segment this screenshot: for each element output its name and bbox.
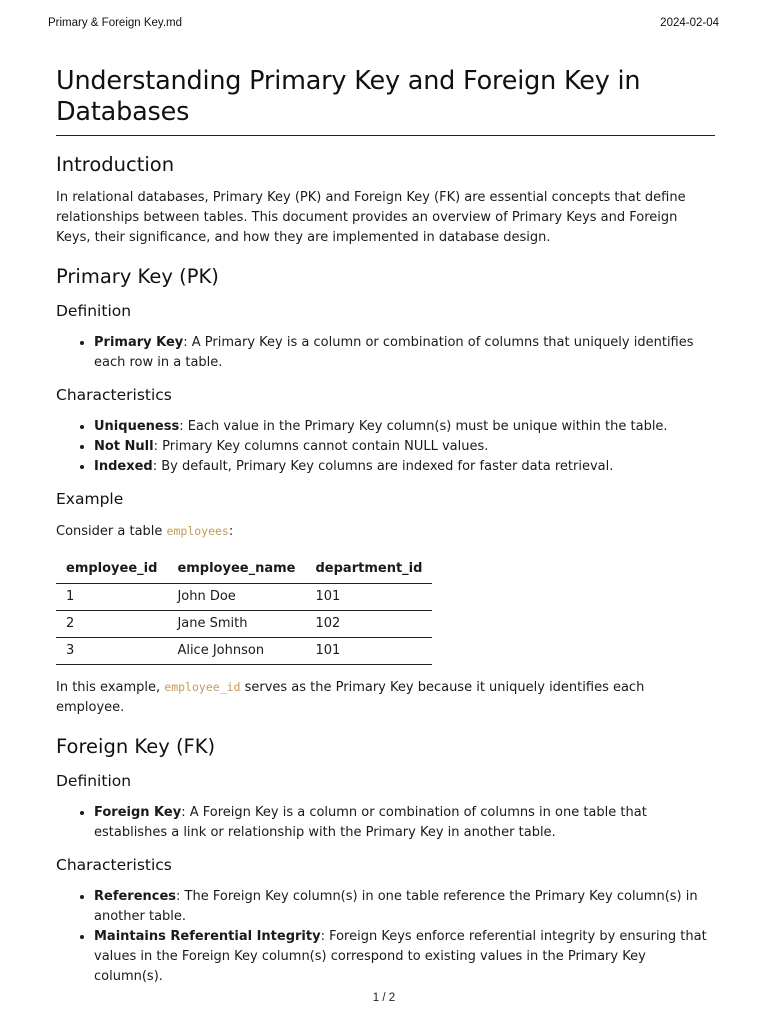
document-body: [56, 66, 715, 999]
list-item: [94, 803, 715, 843]
table-cell: 101: [306, 584, 433, 611]
table-row: [56, 611, 432, 638]
term-description: : A Foreign Key is a column or combination of columns in one table that establishes a link or relationship with the Primary Key in another table.: [94, 805, 647, 840]
column-header: employee_name: [167, 556, 305, 584]
term: Not Null: [94, 439, 154, 454]
list-item: [94, 333, 715, 373]
list-item: [94, 417, 715, 437]
table-cell: John Doe: [167, 584, 305, 611]
table-cell: 1: [56, 584, 167, 611]
table-cell: 3: [56, 638, 167, 665]
term-description: : Foreign Keys enforce referential integrity by ensuring that values in the Foreign Key column(s) correspond to existing values in the Primary Key column(s).: [94, 929, 707, 984]
employees-table: [56, 556, 432, 665]
term: Primary Key: [94, 335, 184, 350]
term-description: : By default, Primary Key columns are indexed for faster data retrieval.: [152, 459, 614, 474]
table-cell: 102: [306, 611, 433, 638]
term: Maintains Referential Integrity: [94, 929, 321, 944]
term: Indexed: [94, 459, 153, 474]
table-row: [56, 584, 432, 611]
pk-characteristics-list: [56, 417, 715, 477]
pk-definition-heading: Definition: [56, 302, 132, 320]
term-description: : Primary Key columns cannot contain NULL values.: [153, 439, 489, 454]
document-title: Understanding Primary Key and Foreign Key in Databases: [56, 66, 715, 136]
table-cell: 2: [56, 611, 167, 638]
pk-definition-list: [56, 333, 715, 373]
fk-characteristics-list: [56, 887, 715, 987]
term: Foreign Key: [94, 805, 182, 820]
pk-heading: Primary Key (PK): [56, 265, 219, 288]
list-item: [94, 927, 715, 987]
inline-code: employees: [166, 524, 229, 538]
term-description: : The Foreign Key column(s) in one table reference the Primary Key column(s) in another table.: [94, 889, 698, 924]
fk-characteristics-heading: Characteristics: [56, 856, 172, 874]
table-cell: Jane Smith: [167, 611, 305, 638]
example-intro-text: Consider a table: [56, 524, 167, 539]
example-note: [56, 677, 715, 718]
example-note-text: In this example,: [56, 680, 165, 695]
example-intro: [56, 521, 715, 542]
table-row: [56, 638, 432, 665]
header-filename: Primary & Foreign Key.md: [48, 17, 182, 29]
pk-characteristics-heading: Characteristics: [56, 386, 172, 404]
table-cell: 101: [306, 638, 433, 665]
term-description: : Each value in the Primary Key column(s) must be unique within the table.: [179, 419, 668, 434]
example-note-rest: serves as the Primary Key because it uniquely identifies each employee.: [56, 680, 645, 715]
list-item: [94, 887, 715, 927]
term: Uniqueness: [94, 419, 180, 434]
table-cell: Alice Johnson: [167, 638, 305, 665]
table-header-row: [56, 556, 432, 584]
page-number: 1 / 2: [372, 992, 396, 1004]
intro-paragraph: In relational databases, Primary Key (PK) and Foreign Key (FK) are essential concepts that define relationships between tables. This document provides an overview of Primary Keys and Foreign Keys, their significance, and how they are implemented in database design.: [56, 190, 686, 245]
pk-example-heading: Example: [56, 490, 124, 508]
term: References: [94, 889, 177, 904]
column-header: department_id: [306, 556, 433, 584]
fk-definition-list: [56, 803, 715, 843]
list-item: [94, 437, 715, 457]
inline-code: employee_id: [164, 680, 241, 694]
list-item: [94, 457, 715, 477]
header-date: 2024-02-04: [660, 17, 719, 29]
column-header: employee_id: [56, 556, 167, 584]
example-intro-colon: :: [228, 524, 234, 539]
term-description: : A Primary Key is a column or combination of columns that uniquely identifies each row in a table.: [94, 335, 694, 370]
fk-definition-heading: Definition: [56, 772, 132, 790]
fk-heading: Foreign Key (FK): [56, 735, 216, 758]
intro-heading: Introduction: [56, 153, 175, 176]
